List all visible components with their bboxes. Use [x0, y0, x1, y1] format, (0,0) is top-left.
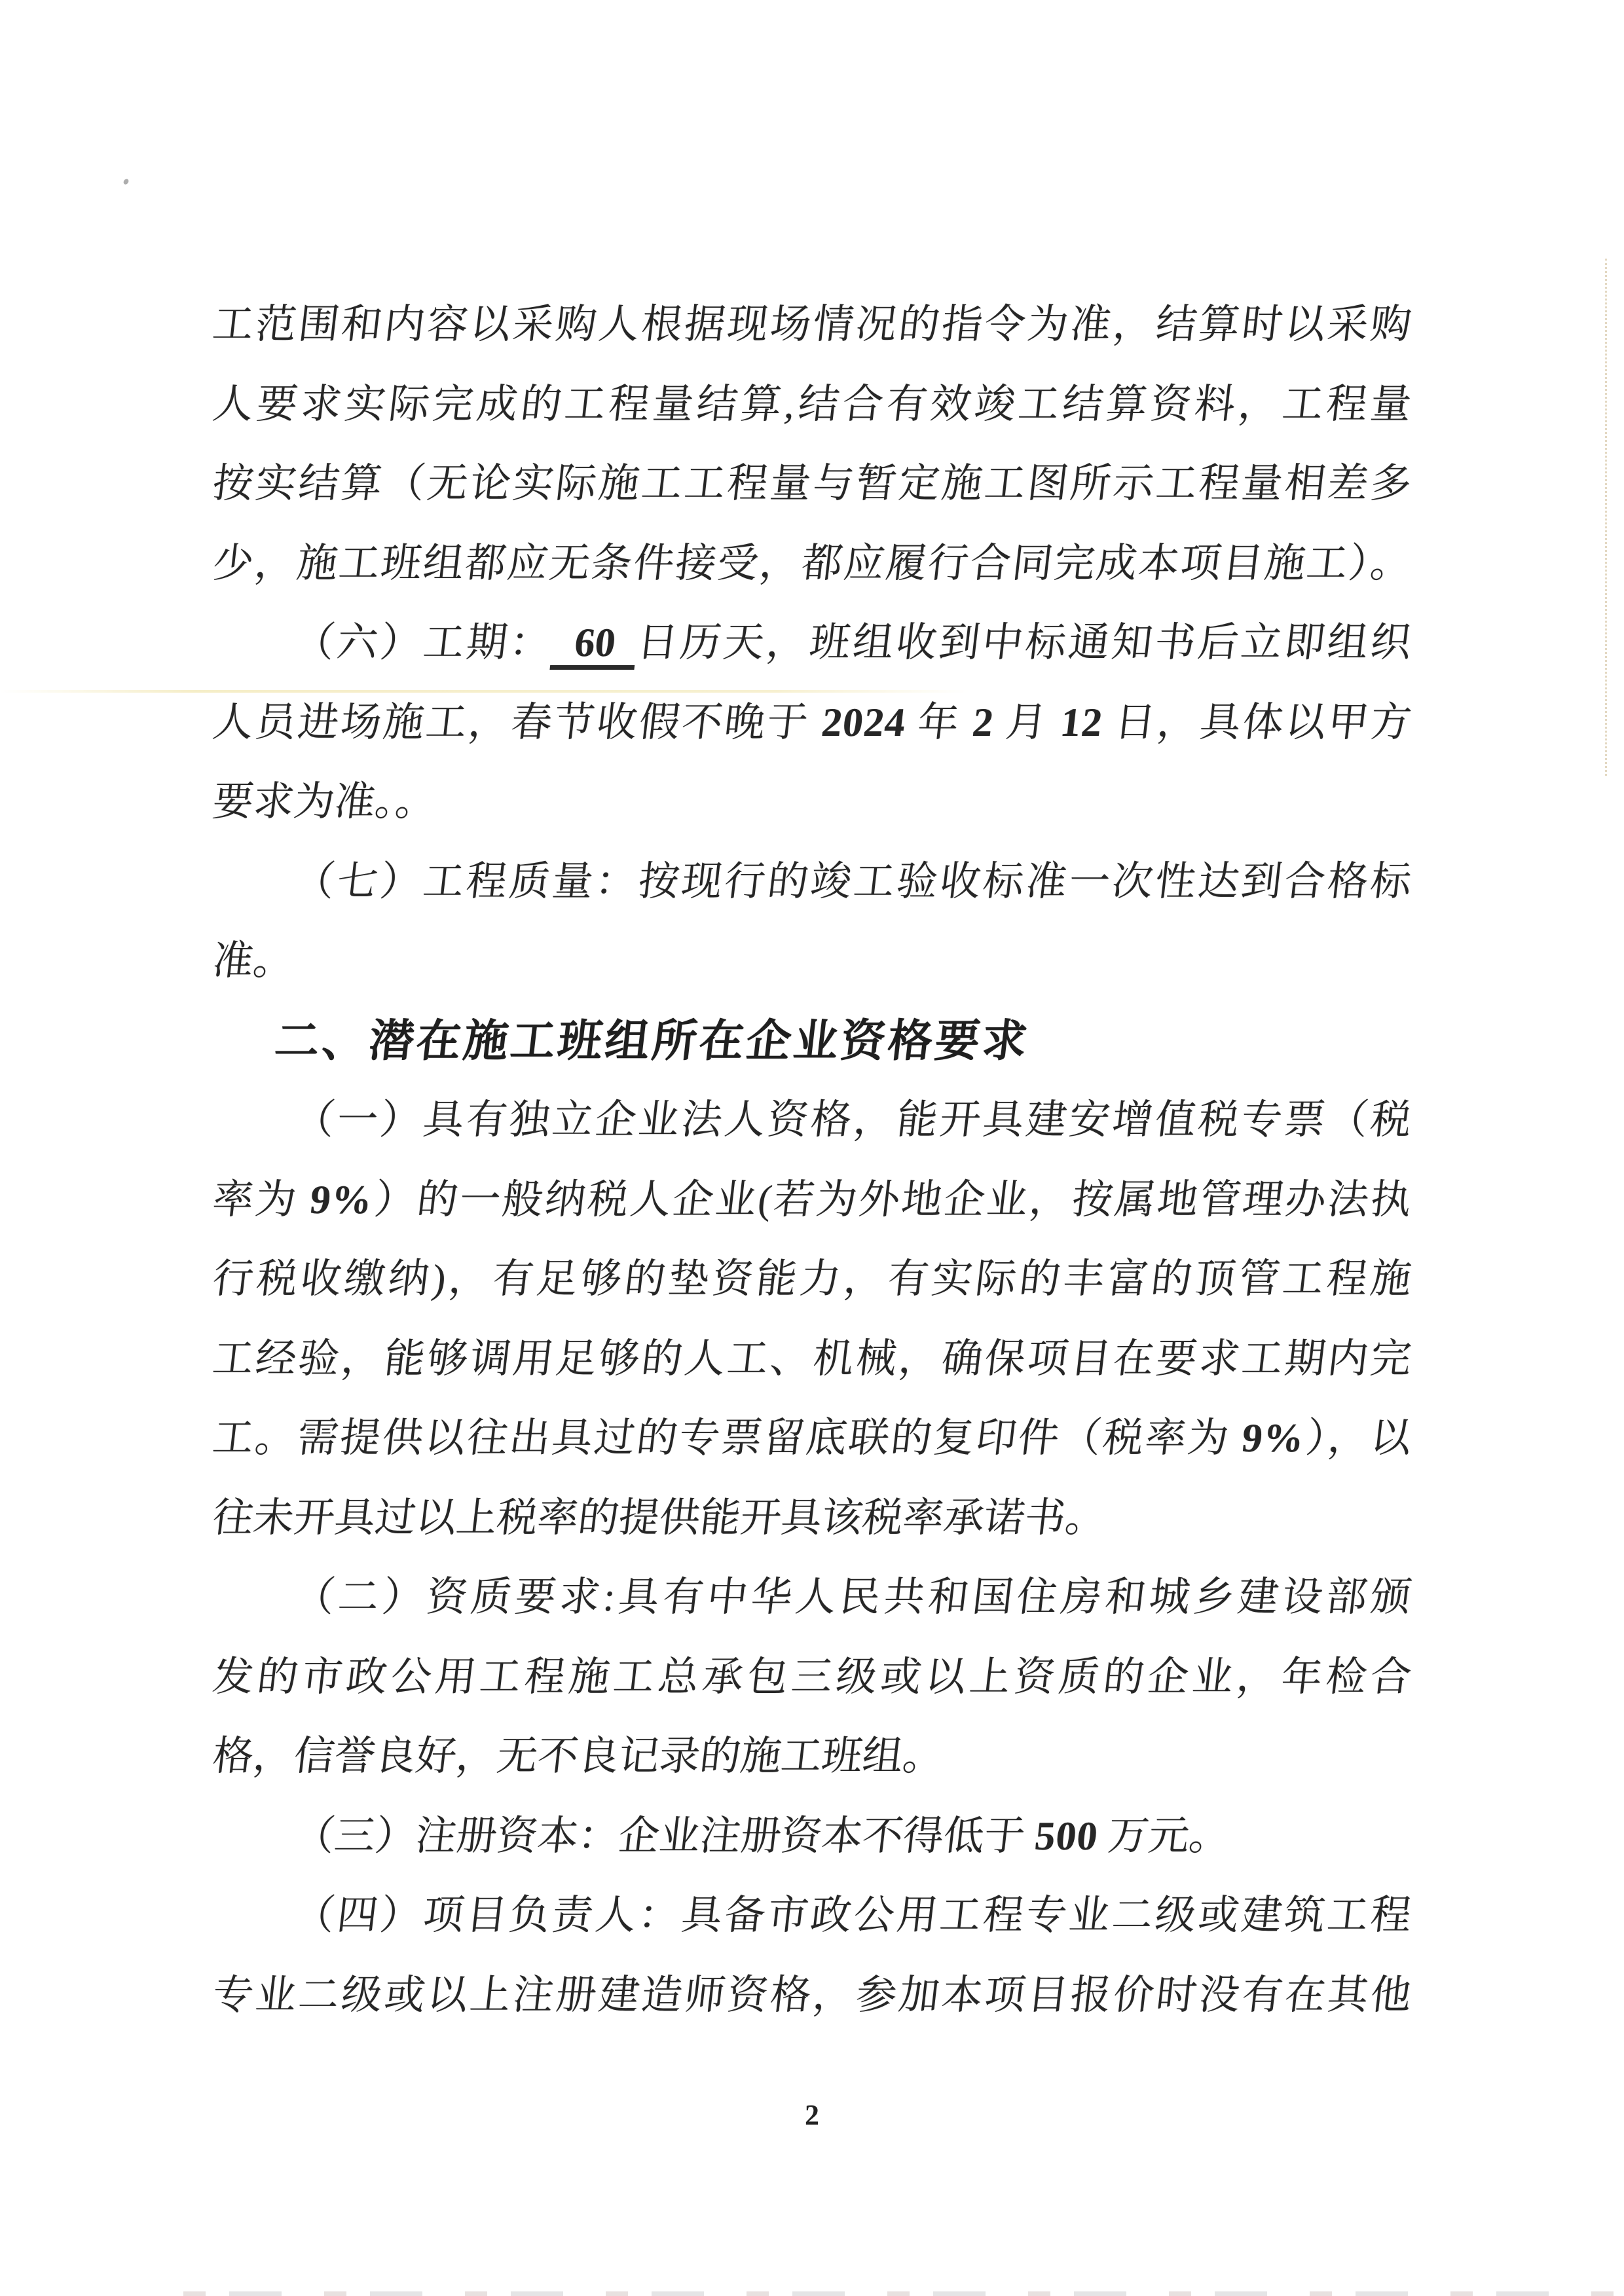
text-line	[208, 1717, 1416, 1797]
numeric-value: 2024	[819, 700, 909, 745]
text-segment: 二、潜在施工班组所在企业资格要求	[272, 1015, 1033, 1066]
text-segment: 行税收缴纳)，有足够的垫资能力，有实际的丰富的顶管工程施	[210, 1257, 1414, 1302]
page-number: 2	[805, 2099, 819, 2131]
text-line	[208, 1479, 1416, 1559]
text-segment: （二）资质要求:具有中华人民共和国住房和城乡建设部颁	[291, 1575, 1414, 1620]
text-segment: （一）具有独立企业法人资格，能开具建安增值税专票（税	[291, 1098, 1414, 1142]
text-line	[208, 922, 1416, 1002]
text-segment: ），以	[1301, 1416, 1414, 1461]
section-heading	[208, 1002, 1416, 1082]
text-segment: 专业二级或以上注册建造师资格，参加本项目报价时没有在其他	[210, 1973, 1414, 2018]
text-segment: 月	[991, 700, 1063, 745]
text-segment: 准。	[210, 939, 297, 983]
text-segment: 日，具体以甲方	[1099, 700, 1414, 745]
text-line	[208, 1161, 1416, 1241]
text-segment: 万元。	[1095, 1813, 1232, 1859]
text-line	[208, 1558, 1416, 1638]
text-line	[208, 1240, 1416, 1320]
text-segment: 要求为准。。	[210, 780, 439, 824]
text-segment: （三）注册资本：企业注册资本不得低于	[291, 1813, 1038, 1859]
text-segment: 按实结算（无论实际施工工程量与暂定施工图所示工程量相差多	[210, 462, 1414, 506]
text-line	[208, 365, 1416, 445]
text-segment: 人员进场施工，春节收假不晚于	[210, 700, 825, 745]
scan-bottom-noise	[183, 2291, 1624, 2296]
text-line	[208, 524, 1416, 604]
numeric-value: 9%	[308, 1177, 375, 1222]
text-block	[210, 285, 1414, 2035]
numeric-value: 9%	[1239, 1416, 1307, 1461]
text-segment: 工。需提供以往出具过的专票留底联的复印件（税率为	[210, 1416, 1245, 1461]
numeric-value: 12	[1058, 700, 1105, 745]
text-line	[208, 1081, 1416, 1161]
text-line	[208, 1797, 1416, 1877]
text-line	[208, 1956, 1416, 2036]
text-segment: 工范围和内容以采购人根据现场情况的指令为准，结算时以采购	[210, 302, 1414, 347]
text-line	[208, 843, 1416, 922]
text-segment: （六）工期：	[291, 621, 556, 665]
text-line	[208, 604, 1416, 683]
text-segment: 人要求实际完成的工程量结算,结合有效竣工结算资料，工程量	[210, 382, 1414, 427]
scan-edge-dotted-line	[1605, 259, 1607, 776]
text-line	[208, 1638, 1416, 1718]
text-line	[208, 445, 1416, 524]
duration-days-value: 60	[550, 621, 640, 670]
text-line	[208, 1876, 1416, 1956]
numeric-value: 2	[970, 700, 997, 745]
scan-speck	[122, 178, 130, 185]
text-line	[208, 1320, 1416, 1400]
text-segment: 日历天，班组收到中标通知书后立即组织	[635, 621, 1414, 665]
text-line	[208, 285, 1416, 365]
text-segment: （七）工程质量：按现行的竣工验收标准一次性达到合格标	[291, 859, 1414, 904]
text-segment: 工经验，能够调用足够的人工、机械，确保项目在要求工期内完	[210, 1336, 1414, 1381]
text-segment: 格，信誉良好，无不良记录的施工班组。	[210, 1734, 946, 1779]
numeric-value: 500	[1032, 1813, 1101, 1859]
text-segment: （四）项目负责人：具备市政公用工程专业二级或建筑工程	[291, 1893, 1414, 1938]
text-segment: 少，施工班组都应无条件接受，都应履行合同完成本项目施工）。	[210, 541, 1414, 586]
text-segment: 往未开具过以上税率的提供能开具该税率承诺书。	[210, 1495, 1109, 1540]
text-line	[208, 763, 1416, 843]
text-line	[208, 683, 1416, 763]
text-segment: 率为	[210, 1177, 313, 1222]
text-segment: 发的市政公用工程施工总承包三级或以上资质的企业，年检合	[210, 1654, 1414, 1700]
text-line	[208, 1399, 1416, 1479]
text-segment: ）的一般纳税人企业(若为外地企业，按属地管理办法执	[370, 1177, 1414, 1222]
text-segment: 年	[903, 700, 976, 745]
